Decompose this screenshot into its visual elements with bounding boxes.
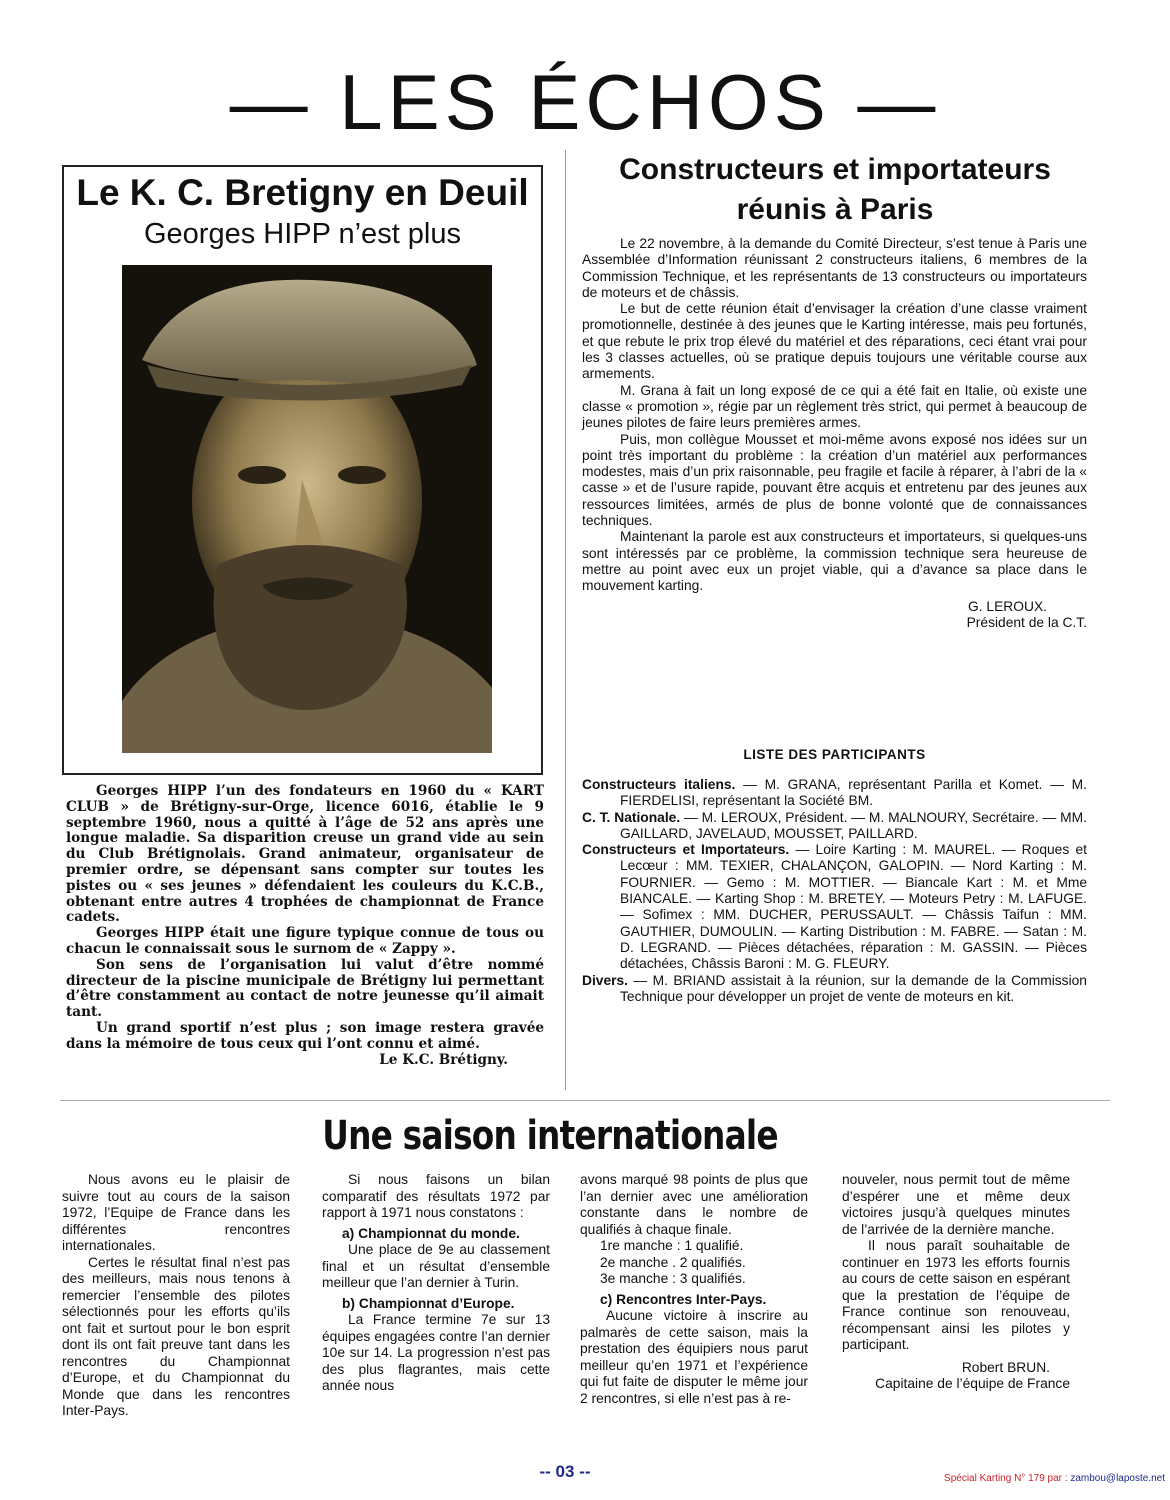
- participants-heading: LISTE DES PARTICIPANTS: [743, 747, 926, 762]
- article-title-line-1: Constructeurs et importateurs: [619, 153, 1051, 186]
- participant-entry: [582, 842, 1087, 972]
- saison-paragraph: Nous avons eu le plaisir de suivre tout au cours de la saison 1972, l’Equipe de France dans les différentes rencontres internationales.: [62, 1172, 290, 1253]
- obituary-paragraph: Son sens de l’organisation lui valut d’être nommé directeur de la piscine municipale de Brétigny lui permettant d’être constamment au contact de notre jeunesse qu’il aimait tant.: [66, 956, 544, 1021]
- article-paragraph: M. Grana à fait un long exposé de ce qui a été fait en Italie, où existe une classe « promotion », régie par un règlement très strict, qui permet à beaucoup de jeunes pilotes de faire leurs premières armes.: [582, 382, 1087, 431]
- footer-email[interactable]: zambou@laposte.net: [1070, 1473, 1165, 1484]
- saison-list-item: 3e manche : 3 qualifiés.: [600, 1271, 746, 1286]
- saison-list-item: 2e manche . 2 qualifiés.: [600, 1254, 746, 1270]
- saison-paragraph: nouveler, nous permit tout de même d’espérer une et même deux victoires jusqu’à quelques minutes de l’arrivée de la dernière manche.: [842, 1172, 1070, 1237]
- article-signature-role: Président de la C.T.: [966, 614, 1087, 630]
- saison-paragraph: avons marqué 98 points de plus que l’an dernier avec une amélioration constante dans le nombre de qualifiés à chaque finale.: [580, 1172, 808, 1237]
- obituary-paragraph: Georges HIPP l’un des fondateurs en 1960 du « KART CLUB » de Brétigny-sur-Orge, licence 6016, établie le 9 septembre 1960, nous a quitté à l’âge de 52 ans après une longue maladie. Sa disparition creuse un grand vide au sein du Club Brétignolais. Grand animateur, organisateur de premier ordre, se dépensant sans compter sur toutes les pistes ou « ses jeunes » défendaient les couleurs du K.C.B., obtenant entre autres 4 trophées de championnat de France cadets.: [66, 783, 544, 926]
- column-divider: [565, 150, 566, 1090]
- participant-label: Constructeurs et Importateurs.: [582, 842, 790, 858]
- saison-column-2: [322, 1172, 550, 1395]
- saison-subheading: a) Championnat du monde.: [342, 1225, 520, 1241]
- saison-paragraph: Certes le résultat final n’est pas des meilleurs, mais nous tenons à remercier l’ensemble des pilotes sélectionnés pour les efforts qu’ils ont fait et surtout pour le bon esprit dont ils ont fait preuve tant dans les rencontres du Championnat d’Europe, et du Championnat du Monde que dans les rencontres Inter-Pays.: [62, 1254, 290, 1418]
- portrait-photo: [122, 265, 492, 753]
- article-body: [582, 236, 1087, 631]
- participant-label: Constructeurs italiens.: [582, 777, 736, 792]
- participant-entry: [582, 973, 1087, 1006]
- saison-subheading: c) Rencontres Inter-Pays.: [600, 1291, 767, 1307]
- saison-column-3: [580, 1172, 808, 1407]
- saison-paragraph: La France termine 7e sur 13 équipes engagées contre l’an dernier 10e sur 14. La progression n’est pas des plus flagrantes, mais cette année nous: [322, 1312, 550, 1393]
- obituary-signature: Le K.C. Brétigny.: [379, 1051, 508, 1068]
- saison-column-4: [842, 1172, 1070, 1393]
- participant-text: — Loire Karting : M. MAUREL. — Roques et Lecœur : MM. TEXIER, CHALANÇON, GALOPIN. — Nord Karting : M. FOURNIER. — Gemo : M. MOTTIER. — Biancale Kart : M. et Mme BIANCALE. — Karting Shop : M. BRETEY. — Moteurs Petry : M. LAFUGE. — Sofimex : MM. DUCHER, PERUSSAULT. — Châssis Taifun : MM. GAUTHIER, DUMOULIN. — Karting Distribution : M. FABRE. — Satan : M. D. LEGRAND. — Pièces détachées, réparation : M. GASSIN. — Pièces détachées, Châssis Baroni : M. G. FLEURY.: [620, 842, 1087, 972]
- participant-text: — M. BRIAND assistait à la réunion, sur la demande de la Commission Technique pour développer un projet de vente de moteurs en kit.: [620, 972, 1087, 1004]
- saison-paragraph: Une place de 9e au classement final et un résultat d’ensemble meilleur que l’an dernier à Turin.: [322, 1242, 550, 1290]
- article-paragraph: Puis, mon collègue Mousset et moi-même avons exposé nos idées sur un point très important du problème : la création d’un matériel aux performances modestes, mais d’un prix raisonnable, peu fragile et facile à réparer, à l’abri de la « casse » et de l’usure rapide, pouvant être acquis et entretenu par des jeunes aux ressources limitées, armés de plus de bonne volonté que de connaissances techniques.: [582, 431, 1087, 529]
- footer-credit: [840, 1473, 1165, 1484]
- saison-subheading: b) Championnat d’Europe.: [342, 1295, 515, 1311]
- saison-signature-role: Capitaine de l’équipe de France: [875, 1376, 1070, 1391]
- participants-list: [582, 777, 1087, 1005]
- participant-text: — M. GRANA, représentant Parilla et Komet. — M. FIERDELISI, représentant la Société BM.: [620, 777, 1087, 809]
- obituary-title: Le K. C. Bretigny en Deuil: [76, 172, 529, 213]
- saison-paragraph: Il nous paraît souhaitable de continuer en 1973 les efforts fournis au cours de cette saison en espérant que la prestation de l’équipe de France continue son renouveau, récompensant ainsi les pilotes y participant.: [842, 1238, 1070, 1352]
- participant-label: C. T. Nationale.: [582, 809, 681, 825]
- article-signature-name: G. LEROUX.: [968, 598, 1047, 614]
- saison-signature-name: Robert BRUN.: [961, 1359, 1050, 1375]
- saison-paragraph: Aucune victoire à inscrire au palmarès de cette saison, mais la prestation des équipiers nous parut meilleur qu’en 1971 et l’expérience qui fut faite de disputer le même jour 2 rencontres, si elle n’est pas à re-: [580, 1308, 808, 1406]
- page-number: -- 03 --: [539, 1462, 591, 1481]
- participant-entry: [582, 777, 1087, 810]
- obituary-paragraph: Un grand sportif n’est plus ; son image restera gravée dans la mémoire de tous ceux qui l’ont connu et aimé.: [66, 1019, 544, 1052]
- article-paragraph: Le 22 novembre, à la demande du Comité Directeur, s’est tenue à Paris une Assemblée d’Information réunissant 2 constructeurs italiens, 6 membres de la Commission Technique, et les représentants de 13 constructeurs ou importateurs de moteurs et de châssis.: [582, 236, 1087, 300]
- article-title-line-2: réunis à Paris: [736, 193, 934, 226]
- portrait-illustration: [122, 265, 492, 753]
- participant-label: Divers.: [582, 972, 629, 988]
- obituary-subtitle: Georges HIPP n’est plus: [143, 218, 462, 250]
- saison-column-1: [62, 1172, 290, 1420]
- masthead-title: — LES ÉCHOS —: [229, 58, 941, 146]
- saison-title: Une saison internationale: [322, 1113, 778, 1159]
- article-paragraph: Le but de cette réunion était d’envisager la création d’une classe vraiment promotionnelle, destinée à des jeunes que le Karting intéresse, mais peu fortunés, et que rebute le prix trop élevé du matériel et des réparations, ceci étant vrai pour les 3 classes actuelles, où se pratique depuis toujours une véritable course aux armements.: [582, 301, 1087, 382]
- article-title: [570, 150, 1100, 230]
- obituary-paragraph: Georges HIPP était une figure typique connue de tous ou chacun le connaissait sous le surnom de « Zappy ».: [66, 925, 544, 957]
- saison-paragraph: Si nous faisons un bilan comparatif des résultats 1972 par rapport à 1971 nous constatons :: [322, 1172, 550, 1220]
- obituary-text: [66, 784, 544, 1068]
- participant-entry: [582, 810, 1087, 843]
- section-divider: [60, 1100, 1110, 1101]
- article-paragraph: Maintenant la parole est aux constructeurs et importateurs, si quelques-uns sont intéressés par ce problème, la commission technique sera heureuse de mettre au point avec eux un projet viable, qui a d’avance sa place dans le mouvement karting.: [582, 529, 1087, 594]
- saison-list-item: 1re manche : 1 qualifié.: [600, 1238, 744, 1253]
- footer-source: Spécial Karting N° 179 par :: [944, 1473, 1068, 1484]
- participant-text: — M. LEROUX, Président. — M. MALNOURY, Secrétaire. — MM. GAILLARD, JAVELAUD, MOUSSET, PAILLARD.: [620, 809, 1087, 841]
